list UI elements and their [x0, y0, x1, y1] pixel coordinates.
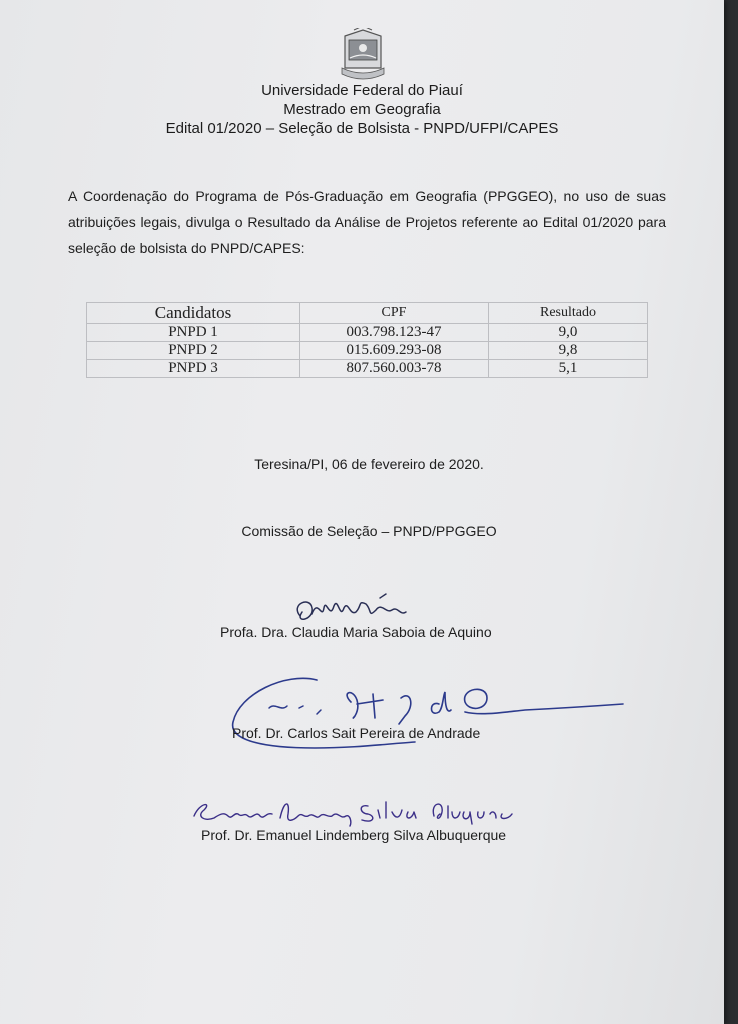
cpf-cell: 015.609.293-08 [300, 342, 489, 360]
column-header-result: Resultado [489, 303, 648, 324]
candidate-cell: PNPD 3 [87, 360, 300, 378]
table-row [87, 324, 648, 342]
candidate-cell: PNPD 1 [87, 324, 300, 342]
institution-title: Universidade Federal do Piauí [261, 82, 463, 99]
intro-paragraph: A Coordenação do Programa de Pós-Graduação em Geografia (PPGGEO), no uso de suas atribuições legais, divulga o Resultado da Análise de Projetos referente ao Edital 01/2020 para seleção de bolsista do PNPD/CAPES: [68, 188, 666, 256]
candidate-cell: PNPD 2 [87, 342, 300, 360]
signature-emanuel [190, 796, 520, 828]
result-cell: 9,8 [489, 342, 648, 360]
cpf-cell: 003.798.123-47 [300, 324, 489, 342]
table-header-row [87, 303, 648, 324]
signatory-name-1: Profa. Dra. Claudia Maria Saboia de Aquino [220, 624, 492, 640]
column-header-candidates: Candidatos [87, 303, 300, 324]
program-title: Mestrado em Geografia [283, 101, 441, 118]
commission-name: Comissão de Seleção – PNPD/PPGGEO [241, 523, 497, 539]
signatory-name-3: Prof. Dr. Emanuel Lindemberg Silva Albuquerque [201, 827, 507, 843]
place-and-date: Teresina/PI, 06 de fevereiro de 2020. [254, 456, 484, 472]
signature-carlos [225, 672, 625, 756]
column-header-cpf: CPF [300, 303, 489, 324]
university-crest-icon [340, 28, 386, 82]
result-cell: 9,0 [489, 324, 648, 342]
result-cell: 5,1 [489, 360, 648, 378]
notice-title: Edital 01/2020 – Seleção de Bolsista - PNPD/UFPI/CAPES [165, 120, 559, 137]
signatory-name-2: Prof. Dr. Carlos Sait Pereira de Andrade [232, 725, 481, 741]
results-table [86, 302, 648, 378]
cpf-cell: 807.560.003-78 [300, 360, 489, 378]
table-row [87, 342, 648, 360]
table-row [87, 360, 648, 378]
